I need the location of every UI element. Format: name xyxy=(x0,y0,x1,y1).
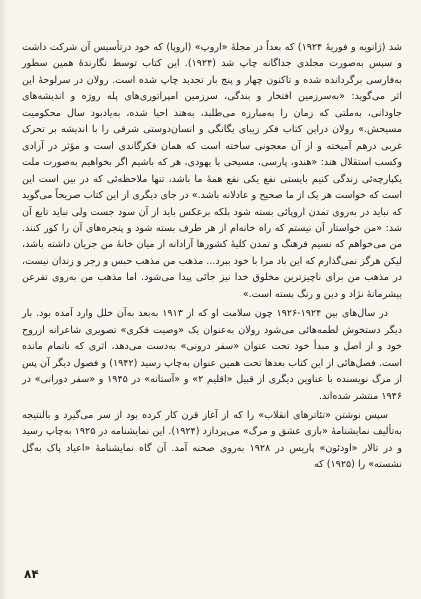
paragraph-2: در سال‌های بین ۱۹۲۴-۱۹۲۶ چون سلامت او که از ۱۹۱۳ بەبعد به‌آن خلل وارد آمده بود. بار دیگر دستخوش لطمه‌هائی می‌شود رولان به‌عنوان یک «وصیت فکری» تصویری شاعرانه ازروح خود و از اصل و مبدأ خود تحت عنوان «سفر درونی» به‌دست می‌دهد، اثری که ناتمام مانده است. فصل‌هائی از این کتاب بعدها تحت همین عنوان به‌چاپ رسید (۱۹۴۲) و فصول دیگر آن پس از مرگ نویسنده با عناوین دیگری از قبیل «اقلیم ۲» و «آستانه» در ۱۹۴۵ و «سفر دورانی» در ۱۹۴۶ منتشر شده‌اند. xyxy=(22,308,402,402)
paragraph-3: سپس نوشتن «تئاترهای انقلاب» را که از آغاز قرن کار کرده بود از سر می‌گیرد و بالنتیجه به‌تألیف نمایشنامهٔ «بازی عشق و مرگ» می‌پردازد (۱۹۲۴). این نمایشنامه در ۱۹۲۵ به‌چاپ رسید و در تالار «اودئون» پاریس در ۱۹۲۸ به‌روی صحنه آمد. آن گاه نمایشنامهٔ «اعیاد پاک به‌گل نشسته» را (۱۹۲۵) که xyxy=(22,409,402,471)
body-text xyxy=(22,40,402,477)
page-number: ۸۴ xyxy=(24,567,39,581)
paragraph-1: شد (ژانویه و فوریهٔ ۱۹۲۴) که بعداً در مجلهٔ «اروپ» (اروپا) که خود درتأسیس آن شرکت داشت و سپس به‌صورت مجلدی جداگانه چاپ شد (۱۹۲۴). این کتاب توسط نگارندهٔ همین سطور به‌فارسی برگردانده شده و تاکنون چهار و پنج بار تجدید چاپ شده است. رولان در سرلوحهٔ این اثر می‌گوید: «بەسرزمین افتخار و بندگی، سرزمین امپراتوری‌های پله روژه و اندیشه‌های جاودانی، به‌ملتی که زمان را به‌مبارزه می‌طلبد، به‌هند احیا شده، به‌یادبود سال محکومیت مسیحش.» رولان دراین کتاب فکر زیبای یگانگی و انسان‌دوستی شرقی را با اندیشه بر تحرک غربی درهم آمیخته و از آن معجونی ساخته است که همان فکرگاندی است و مؤثر در آزادی وکسب استقلال هند: «هندو، پارسی، مسیحی یا یهودی، هر که باشیم اگر بخواهیم به‌صورت ملت یکپارچه‌ئی زندگی کنیم بایستی نفع یکی نفع همهٔ ما باشد، تنها ملاحظه‌ئی که در بین است این است که خواست هر یک از ما صحیح و عادلانه باشد.» در جای دیگری از این کتاب صریحاً می‌گوید که نباید در به‌روی تمدن اروپائی بسته شود بلکه برعکس باید از آن سود جست ولی نباید تابع آن شد: «من خواستار آن نیستم که راه خانه‌ام از هر طرف بسته شود و پنجره‌های آن را کور کنند. من می‌خواهم که نسیم فرهنگ و تمدن کلیهٔ کشورها آزادانه از میان خانهٔ من جریان داشته باشد، لیکن هرگز نمی‌گذارم که این باد مرا با خود ببرد... مذهب من مذهب حبس و زجر و زندان نیست، در مذهب من برای ناچیزترین مخلوق خدا نیز جائی پیدا می‌شود. اما مذهب من به‌روی تفرعن بیشرمانهٔ نژاد و دین و رنگ بسته است.» xyxy=(22,42,402,300)
